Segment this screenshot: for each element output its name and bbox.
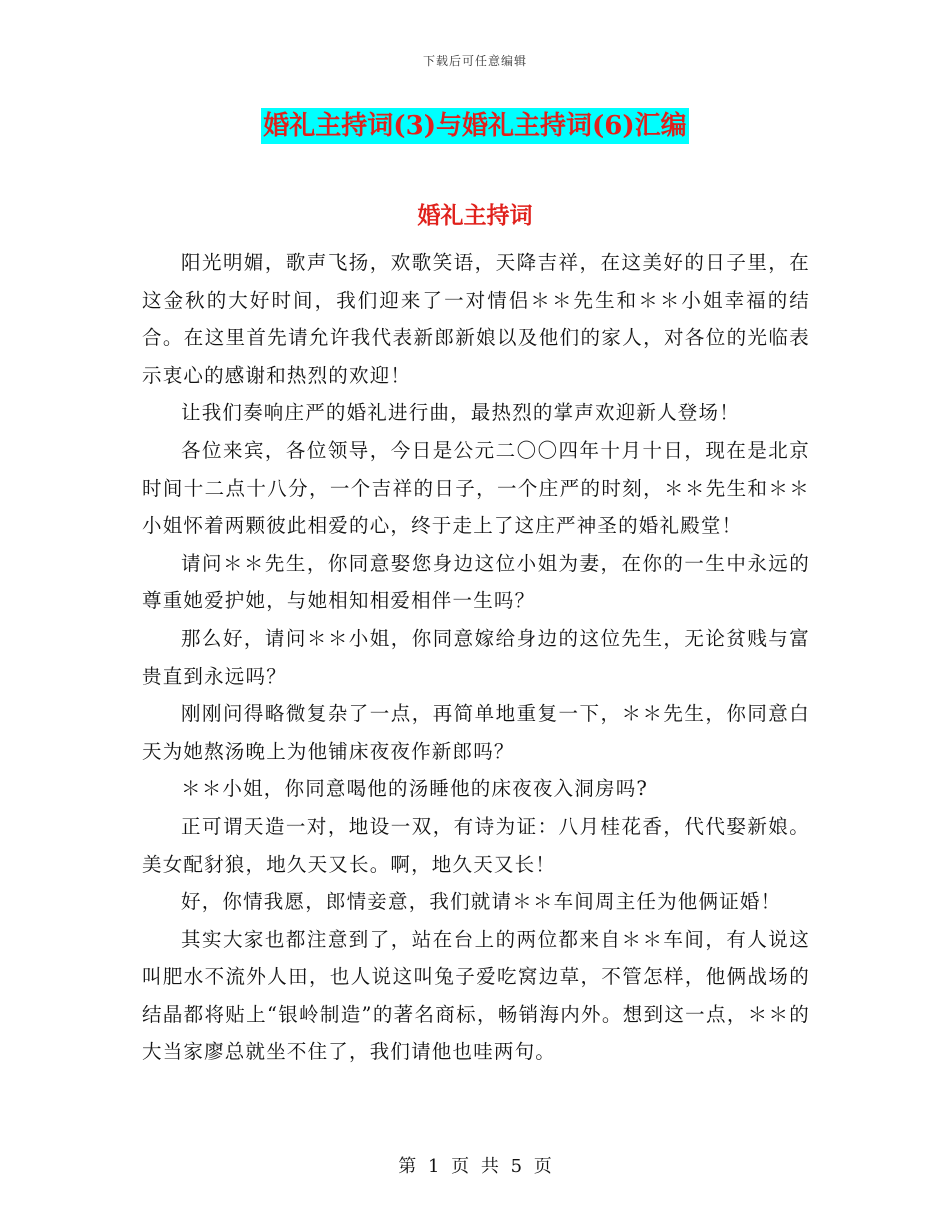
page-footer: 第 1 页 共 5 页: [398, 1156, 552, 1177]
paragraph: 各位来宾，各位领导，今日是公元二〇〇四年十月十日，现在是北京时间十二点十八分，一个吉祥的日子，一个庄严的时刻，＊＊先生和＊＊小姐怀着两颗彼此相爱的心，终于走上了这庄严神圣的婚礼殿堂！: [142, 438, 810, 538]
document-title: 婚礼主持词(3)与婚礼主持词(6)汇编: [261, 108, 688, 144]
section-title: 婚礼主持词: [417, 202, 533, 229]
paragraph: 正可谓天造一对，地设一双，有诗为证：八月桂花香，代代娶新娘。美女配豺狼，地久天又长。啊，地久天又长！: [142, 814, 810, 876]
paragraph: 请问＊＊先生，你同意娶您身边这位小姐为妻，在你的一生中永远的尊重她爱护她，与她相知相爱相伴一生吗？: [142, 551, 810, 613]
paragraph: ＊＊小姐，你同意喝他的汤睡他的床夜夜入洞房吗?: [181, 777, 649, 801]
header-note: 下载后可任意编辑: [422, 54, 527, 68]
paragraph: 那么好，请问＊＊小姐，你同意嫁给身边的这位先生，无论贫贱与富贵直到永远吗？: [142, 626, 810, 688]
body-text: [142, 244, 810, 1071]
paragraph: 刚刚问得略微复杂了一点，再简单地重复一下，＊＊先生，你同意白天为她熬汤晚上为他铺床夜夜作新郎吗？: [142, 702, 810, 763]
paragraph: 让我们奏响庄严的婚礼进行曲，最热烈的掌声欢迎新人登场！: [181, 401, 740, 425]
paragraph: 阳光明媚，歌声飞扬，欢歌笑语，天降吉祥，在这美好的日子里，在这金秋的大好时间，我们迎来了一对情侣＊＊先生和＊＊小姐幸福的结合。在这里首先请允许我代表新郎新娘以及他们的家人，对各位的光临表示衷心的感谢和热烈的欢迎！: [142, 251, 810, 387]
document-title-wrap: [0, 108, 950, 144]
paragraph: 其实大家也都注意到了，站在台上的两位都来自＊＊车间，有人说这叫肥水不流外人田，也人说这叫兔子爱吃窝边草，不管怎样，他俩战场的结晶都将贴上“银岭制造”的著名商标，畅销海内外。想到这一点，＊＊的大当家廖总就坐不住了，我们请他也哇两句。: [142, 927, 810, 1064]
paragraph: 好，你情我愿，郎情妾意，我们就请＊＊车间周主任为他俩证婚！: [181, 890, 782, 914]
